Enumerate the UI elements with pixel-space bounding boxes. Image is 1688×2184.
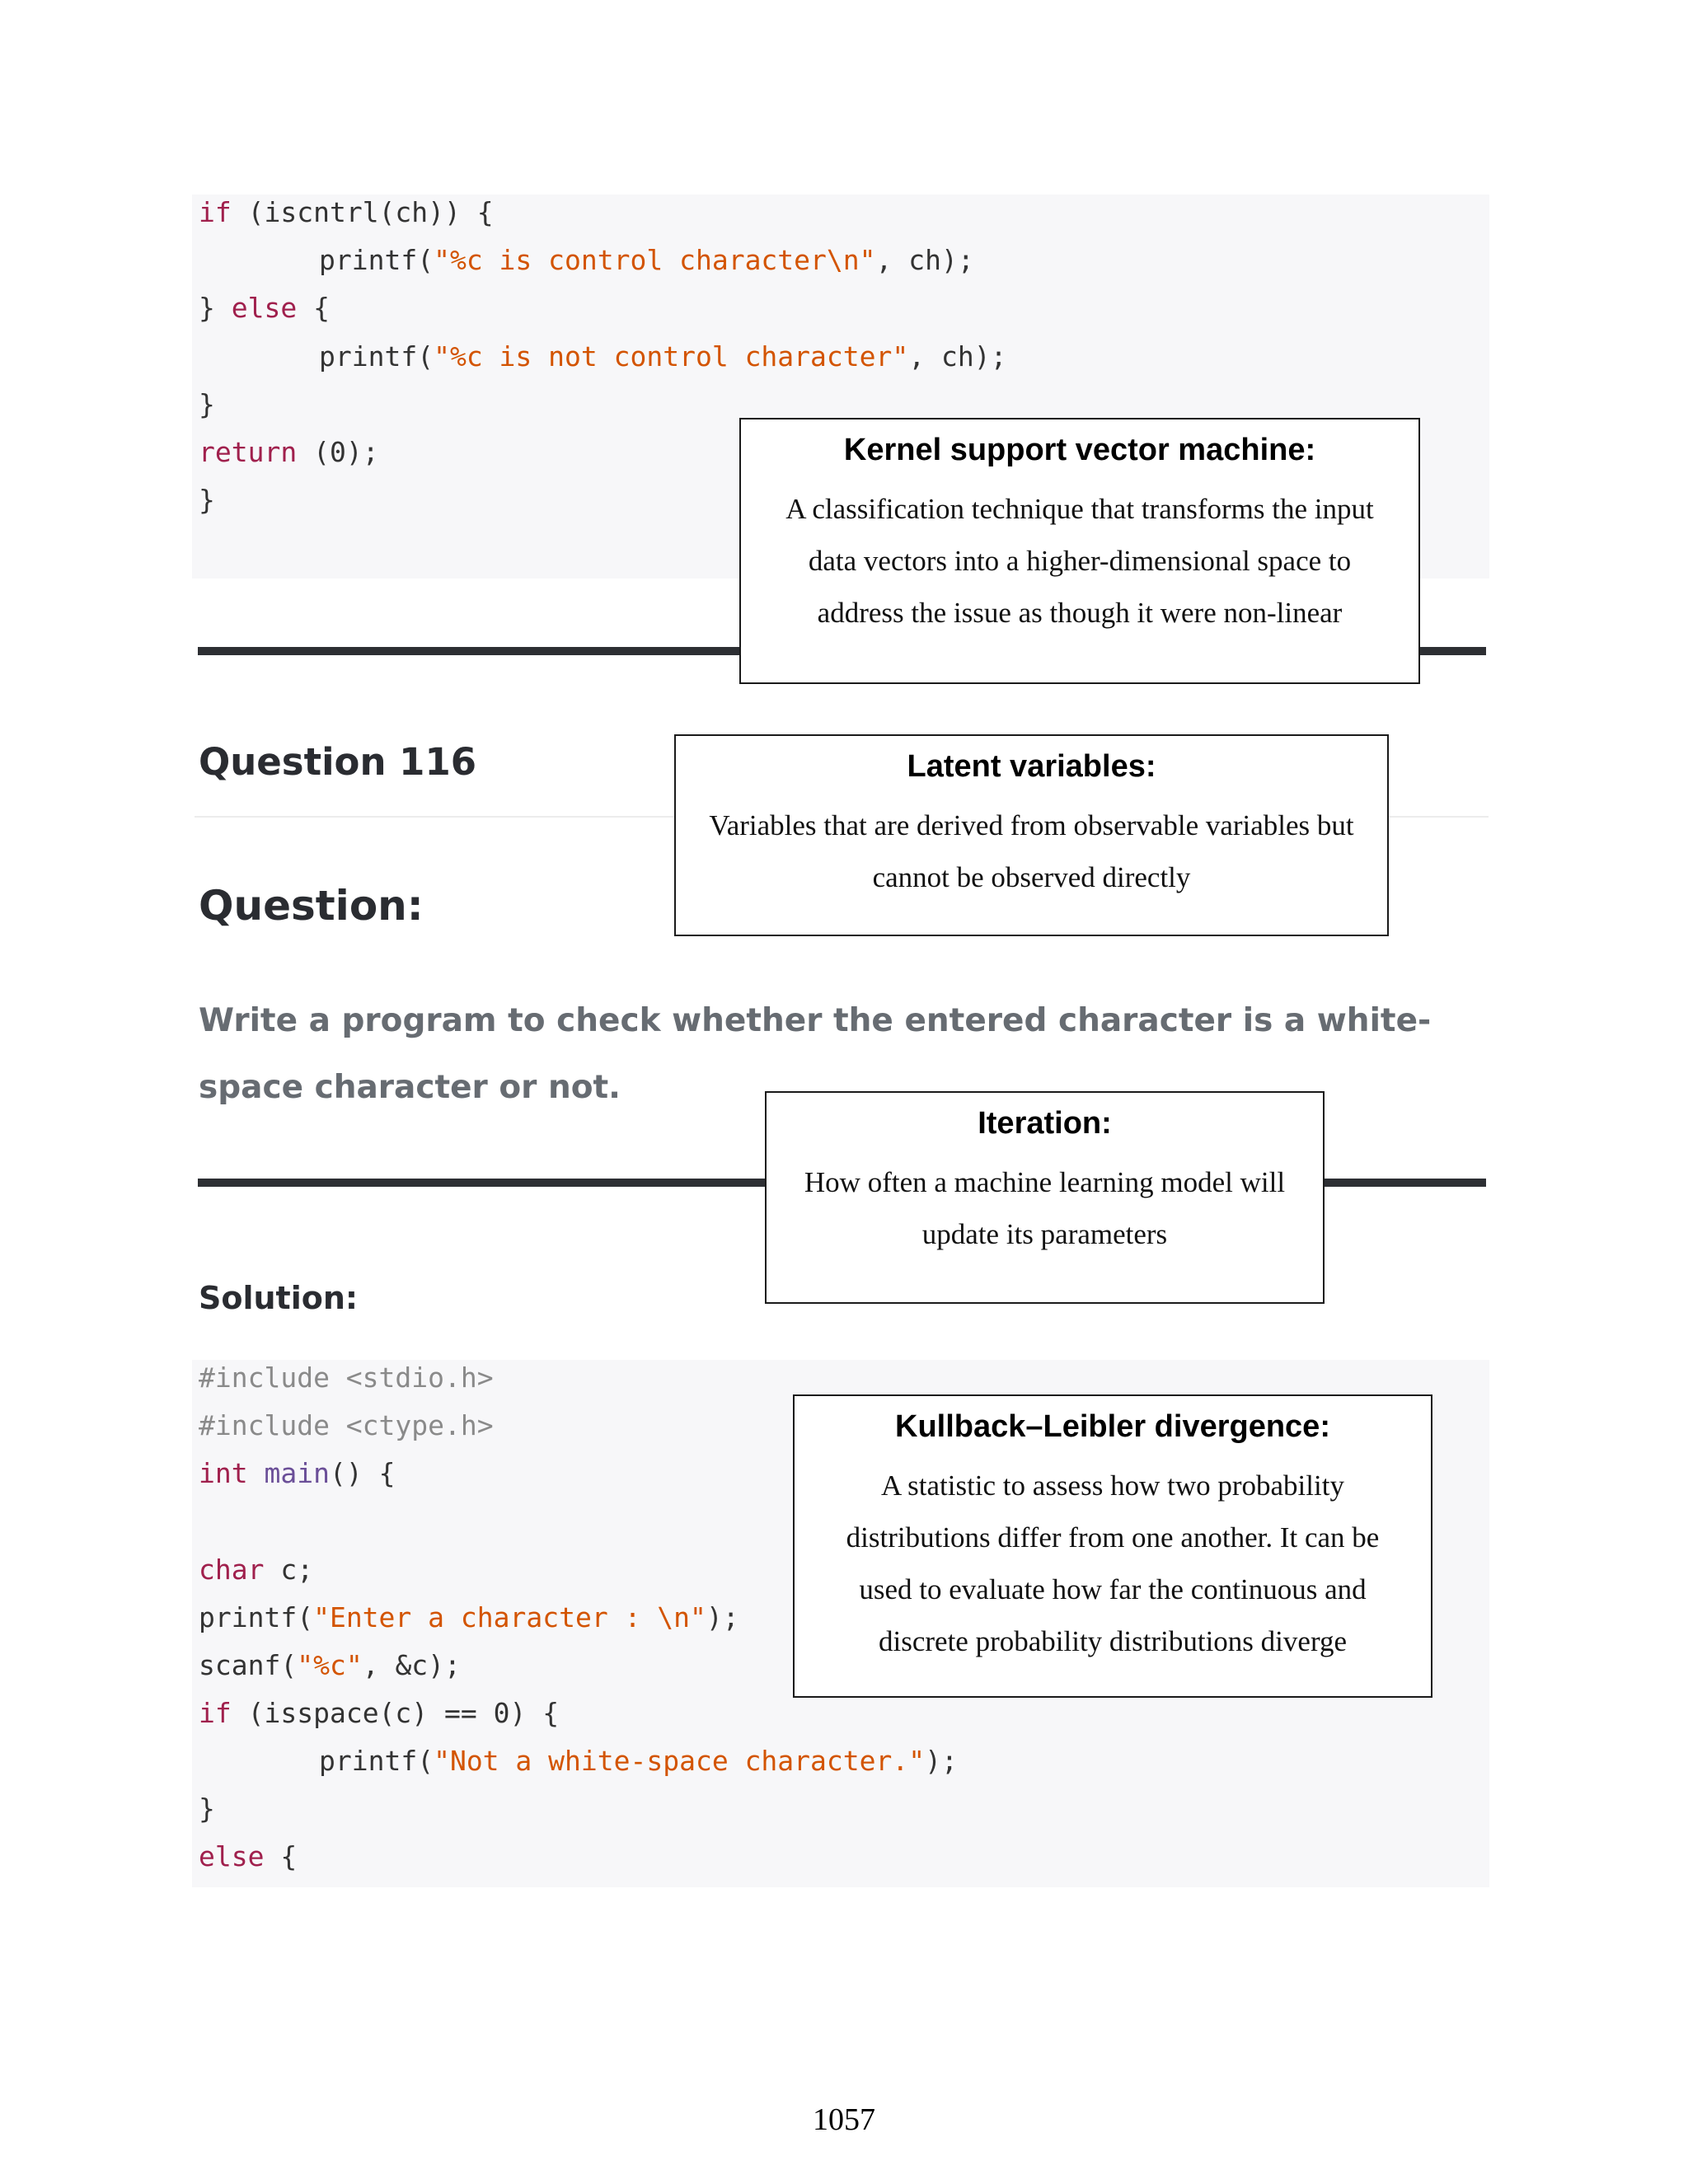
callout-iteration [765,1091,1325,1304]
callout-title: Latent variables: [907,749,1156,784]
code-line: char c; [199,1554,314,1586]
page-number: 1057 [813,2102,875,2137]
question-prompt: Write a program to check whether the entered character is a white-space character or not. [199,1002,1432,1106]
code-line: } [199,388,215,420]
code-line: else { [199,1840,298,1872]
code-line: if (isspace(c) == 0) { [199,1697,560,1729]
code-line: printf("Not a white-space character."); [319,1745,958,1777]
code-line: printf("%c is control character\n", ch); [319,244,974,276]
code-line: if (iscntrl(ch)) { [199,196,494,228]
code-line: printf("%c is not control character", ch); [319,340,1007,373]
question-heading: Question: [199,882,424,930]
callout-title: Kullback–Leibler divergence: [895,1409,1330,1444]
question-number-heading: Question 116 [199,740,477,784]
code-line: } else { [199,292,330,324]
solution-heading: Solution: [199,1280,359,1316]
callout-body: How often a machine learning model will update its parameters [804,1166,1286,1250]
code-line: int main() { [199,1457,396,1489]
code-line: scanf("%c", &c); [199,1649,461,1681]
code-line: #include <stdio.h> [199,1361,494,1394]
callout-body: A statistic to assess how two probability distributions differ from one another. It can be used to evaluate how far the continuous and discrete probability distributions diverge [846,1469,1380,1657]
code-line: #include <ctype.h> [199,1409,494,1441]
callout-title: Iteration: [978,1106,1112,1141]
callout-kl-divergence [793,1394,1432,1698]
callout-title: Kernel support vector machine: [843,433,1316,467]
code-line: printf("Enter a character : \n"); [199,1601,739,1633]
code-line: } [199,1793,215,1825]
callout-body: A classification technique that transforms the input data vectors into a higher-dimensional space to address the issue as though it were non-linear [785,493,1374,629]
callout-kernel-svm [739,418,1420,684]
callout-latent-variables [674,734,1389,936]
code-line: } [199,484,215,516]
callout-body: Variables that are derived from observable variables but cannot be observed directly [709,809,1354,893]
code-line: return (0); [199,436,379,468]
